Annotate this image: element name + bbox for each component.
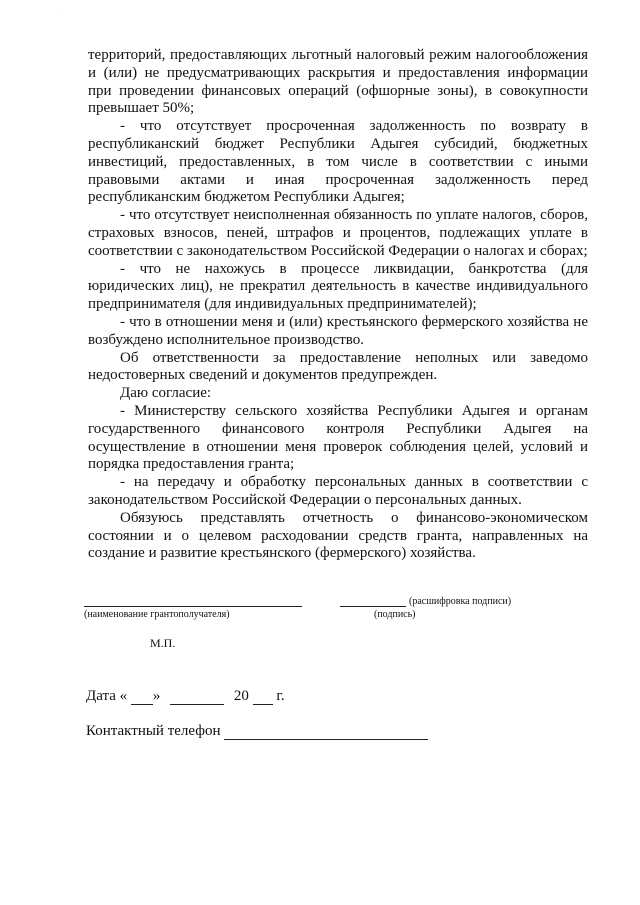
signature-caption: (подпись) <box>374 609 416 620</box>
signature-line[interactable] <box>340 606 406 607</box>
paragraph-no-enforcement: - что в отношении меня и (или) крестьянского фермерского хозяйства не возбуждено исполнительное производство. <box>88 313 588 348</box>
date-row <box>86 688 285 705</box>
corner-mark: · <box>60 10 63 18</box>
paragraph-no-liquidation: - что не нахожусь в процессе ликвидации, банкротства (для юридических лиц), не прекратил деятельность в качестве индивидуального предпринимателя (для индивидуальных предпринимателей); <box>88 260 588 313</box>
phone-field[interactable] <box>224 725 428 740</box>
paragraph-consent-personal-data: - на передачу и обработку персональных данных в соответствии с законодательством Российской Федерации о персональных данных. <box>88 474 588 508</box>
signature-decoding-caption: (расшифровка подписи) <box>409 596 512 607</box>
date-day-field[interactable] <box>131 690 153 705</box>
date-year-suffix: г. <box>276 688 285 704</box>
grantee-name-caption: (наименование грантополучателя) <box>84 609 230 620</box>
paragraph-obligation: Обязуюсь представлять отчетность о финансово-экономическом состоянии и о целевом расходовании средств гранта, направленных на создание и развитие крестьянского (фермерского) хозяйства. <box>88 509 588 562</box>
phone-label: Контактный телефон <box>86 723 221 739</box>
paragraph-responsibility: Об ответственности за предоставление неполных или заведомо недостоверных сведений и документов предупрежден. <box>88 349 588 384</box>
date-label: Дата « <box>86 688 128 704</box>
paragraph-offshore: территорий, предоставляющих льготный налоговый режим налогообложения и (или) не предусматривающих раскрытия и предоставления информации при проведении финансовых операций (офшорные зоны), в совокупности превышает 50%; <box>88 47 588 117</box>
date-month-field[interactable] <box>170 690 224 705</box>
document-body <box>88 47 588 563</box>
phone-row <box>86 723 428 740</box>
grantee-name-line[interactable] <box>84 606 302 607</box>
date-close-quote: » <box>152 688 161 704</box>
stamp-label: М.П. <box>150 636 176 650</box>
paragraph-consent-ministry: - Министерству сельского хозяйства Республики Адыгея и органам государственного финансового контроля Республики Адыгея на осуществление в отношении меня проверок соблюдения целей, условий и порядка предоставления гранта; <box>88 402 588 473</box>
paragraph-consent-heading: Даю согласие: <box>120 385 212 402</box>
paragraph-no-tax-debt: - что отсутствует неисполненная обязанность по уплате налогов, сборов, страховых взносов, пеней, штрафов и процентов, подлежащих уплате в соответствии с законодательством Российской Федерации о налогах и сборах; <box>88 207 588 259</box>
date-century: 20 <box>233 688 249 704</box>
date-year-field[interactable] <box>253 690 273 705</box>
paragraph-no-budget-debt: - что отсутствует просроченная задолженность по возврату в республиканский бюджет Республики Адыгея субсидий, бюджетных инвестиций, предоставленных, в том числе в соответствии с иными правовыми актами и иная просроченная задолженность перед республиканским бюджетом Республики Адыгея; <box>88 118 588 206</box>
